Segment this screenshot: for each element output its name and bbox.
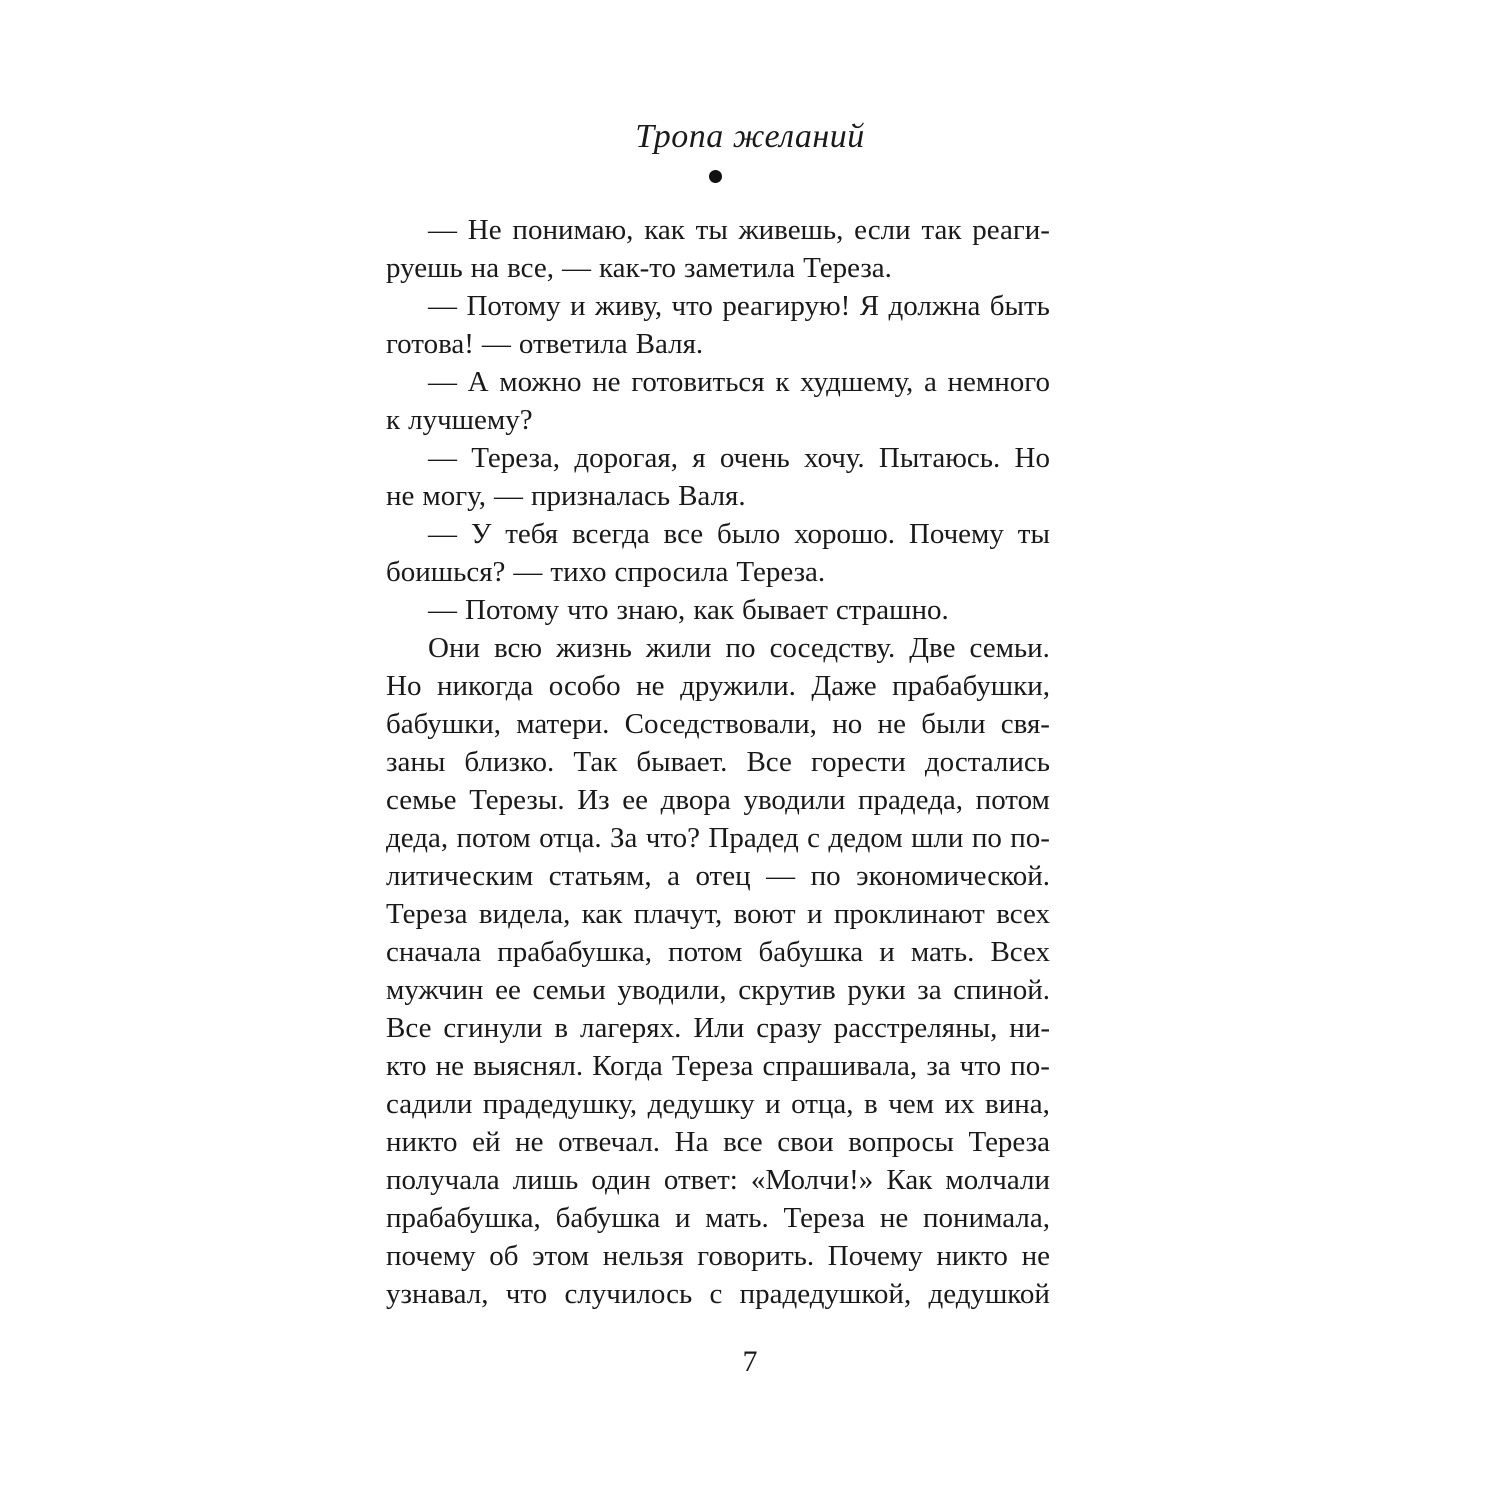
text-line: узнавал, что случилось с прадедушкой, дедушкой [386,1278,1050,1310]
running-head: Тропа желаний [635,118,865,155]
text-line: Все сгинули в лагерях. Или сразу расстреляны, ни- [386,1012,1050,1044]
text-line: заны близко. Так бывает. Все горести достались [386,746,1050,778]
page-number: 7 [742,1345,758,1378]
text-line: — Тереза, дорогая, я очень хочу. Пытаюсь. Но [428,442,1050,474]
text-line: Но никогда особо не дружили. Даже прабабушки, [386,670,1050,702]
bullet-ornament-icon [709,170,722,183]
text-line: к лучшему? [386,404,533,436]
text-line: литическим статьям, а отец — по экономической. [386,860,1050,892]
text-line: руешь на все, — как-то заметила Тереза. [386,252,892,284]
text-line: боишься? — тихо спросила Тереза. [386,556,826,588]
text-line: никто ей не отвечал. На все свои вопросы Тереза [386,1126,1050,1158]
text-line: кто не выяснял. Когда Тереза спрашивала, за что по- [386,1050,1050,1082]
text-line: садили прадедушку, дедушку и отца, в чем их вина, [386,1088,1050,1120]
text-line: прабабушка, бабушка и мать. Тереза не понимала, [386,1202,1050,1234]
text-line: мужчин ее семьи уводили, скрутив руки за спиной. [386,974,1050,1006]
text-line: сначала прабабушка, потом бабушка и мать. Всех [386,936,1050,968]
text-line: семье Терезы. Из ее двора уводили прадеда, потом [386,784,1050,816]
text-line: — А можно не готовиться к худшему, а немного [428,366,1050,398]
text-line: — Потому и живу, что реагирую! Я должна быть [428,290,1050,322]
text-line: деда, потом отца. За что? Прадед с дедом шли по по- [386,822,1050,854]
text-line: бабушки, матери. Соседствовали, но не были свя- [386,708,1050,740]
text-line: — У тебя всегда все было хорошо. Почему ты [428,518,1050,550]
text-line: получала лишь один ответ: «Молчи!» Как молчали [386,1164,1050,1196]
text-line: почему об этом нельзя говорить. Почему никто не [386,1240,1050,1272]
text-line: готова! — ответила Валя. [386,328,704,360]
text-line: Тереза видела, как плачут, воют и проклинают всех [386,898,1050,930]
text-line: — Потому что знаю, как бывает страшно. [428,594,949,626]
text-line: не могу, — призналась Валя. [386,480,746,512]
text-line: Они всю жизнь жили по соседству. Две семьи. [428,632,1050,664]
text-line: — Не понимаю, как ты живешь, если так реаги- [428,214,1050,246]
body-text [386,211,1050,1313]
